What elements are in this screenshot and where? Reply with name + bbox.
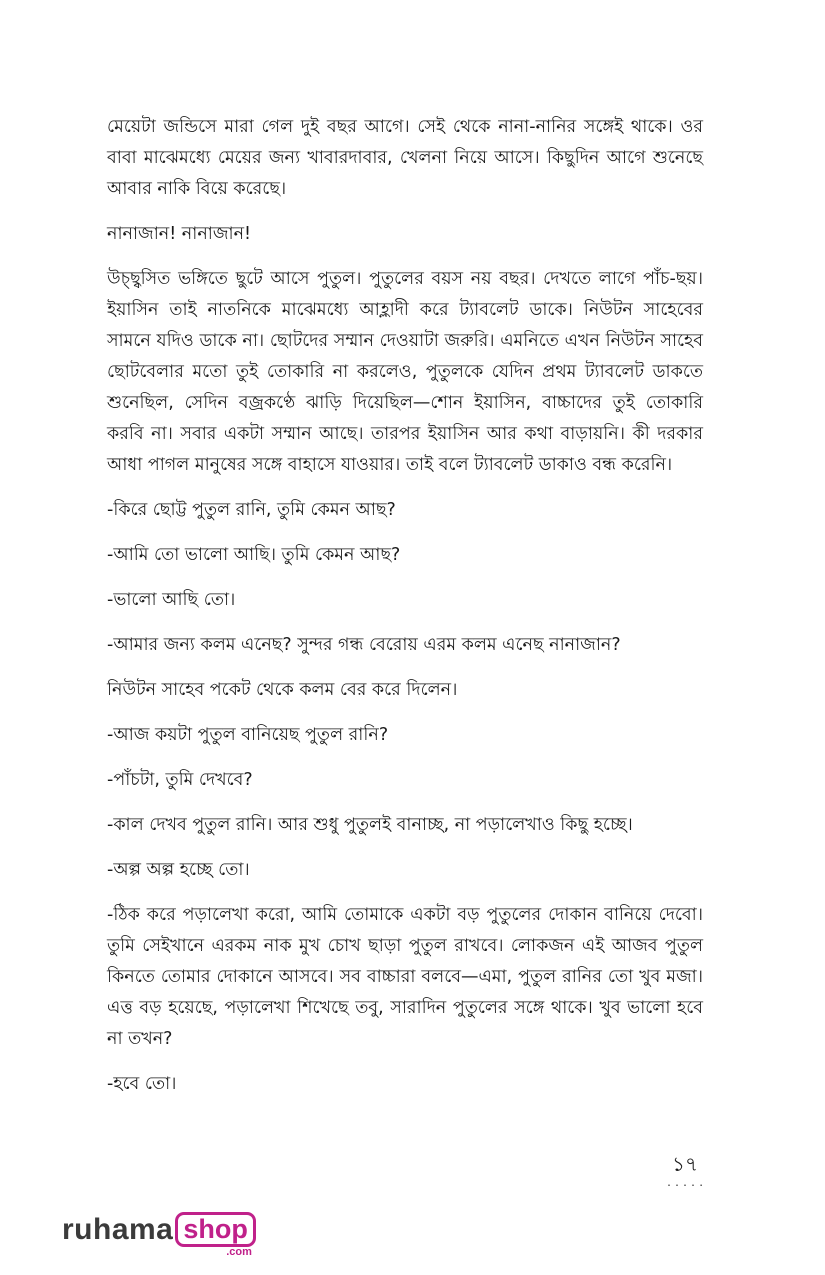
paragraph: নানাজান! নানাজান!: [107, 224, 252, 244]
dialogue-line: -ভালো আছি তো।: [107, 590, 236, 610]
dialogue-line: -কিরে ছোট্ট পুতুল রানি, তুমি কেমন আছ?: [107, 500, 396, 520]
dialogue-line: -হবে তো।: [107, 1074, 177, 1094]
paragraph: নিউটন সাহেব পকেট থেকে কলম বের করে দিলেন।: [107, 680, 458, 700]
page-number: ১৭: [672, 1152, 698, 1176]
paragraph: মেয়েটা জন্ডিসে মারা গেল দুই বছর আগে। সেই থেকে নানা-নানির সঙ্গেই থাকে। ওর বাবা মাঝেমধ্যে মেয়ের জন্য খাবারদাবার, খেলনা নিয়ে আসে। কিছুদিন আগে শুনেছে আবার নাকি বিয়ে করেছে।: [107, 117, 703, 199]
dialogue-line: -পাঁচটা, তুমি দেখবে?: [107, 770, 253, 790]
dialogue-line: -অল্প অল্প হচ্ছে তো।: [107, 860, 250, 880]
dialogue-line: -আমার জন্য কলম এনেছ? সুন্দর গন্ধ বেরোয় এরম কলম এনেছ নানাজান?: [107, 635, 621, 655]
dialogue-line: -আজ কয়টা পুতুল বানিয়েছ পুতুল রানি?: [107, 725, 389, 745]
page-number-dots-ornament: .....: [666, 1178, 707, 1189]
dialogue-line: -কাল দেখব পুতুল রানি। আর শুধু পুতুলই বানাচ্ছ, না পড়ালেখাও কিছু হচ্ছে।: [107, 815, 633, 835]
watermark-shop-badge: [175, 1212, 256, 1258]
watermark-brand-text: ruhama: [62, 1213, 174, 1246]
paragraph: উচ্ছ্বসিত ভঙ্গিতে ছুটে আসে পুতুল। পুতুলের বয়স নয় বছর। দেখতে লাগে পাঁচ-ছয়। ইয়াসিন তাই নাতনিকে মাঝেমধ্যে আহ্লাদী করে ট্যাবলেট ডাকে। নিউটন সাহেবের সামনে যদিও ডাকে না। ছোটদের সম্মান দেওয়াটা জরুরি। এমনিতে এখন নিউটন সাহেব ছোটবেলার মতো তুই তোকারি না করলেও, পুতুলকে যেদিন প্রথম ট্যাবলেট ডাকতে শুনেছিল, সেদিন বজ্রকণ্ঠে ঝাড়ি দিয়েছিল—শোন ইয়াসিন, বাচ্চাদের তুই তোকারি করবি না। সবার একটা সম্মান আছে। তারপর ইয়াসিন আর কথা বাড়ায়নি। কী দরকার আধা পাগল মানুষের সঙ্গে বাহাসে যাওয়ার। তাই বলে ট্যাবলেট ডাকাও বন্ধ করেনি।: [107, 269, 703, 475]
dialogue-line: -আমি তো ভালো আছি। তুমি কেমন আছ?: [107, 545, 401, 565]
watermark-shop-text: shop: [175, 1212, 256, 1247]
ruhamashop-watermark-logo: [62, 1212, 256, 1256]
watermark-domain-text: .com: [226, 1246, 252, 1258]
page-body-text: [107, 112, 703, 1114]
dialogue-line: -ঠিক করে পড়ালেখা করো, আমি তোমাকে একটা বড় পুতুলের দোকান বানিয়ে দেবো। তুমি সেইখানে এরকম নাক মুখ চোখ ছাড়া পুতুল রাখবে। লোকজন এই আজব পুতুল কিনতে তোমার দোকানে আসবে। সব বাচ্চারা বলবে—এমা, পুতুল রানির তো খুব মজা। এত্ত বড় হয়েছে, পড়ালেখা শিখেছে তবু, সারাদিন পুতুলের সঙ্গে থাকে। খুব ভালো হবে না তখন?: [107, 905, 703, 1049]
